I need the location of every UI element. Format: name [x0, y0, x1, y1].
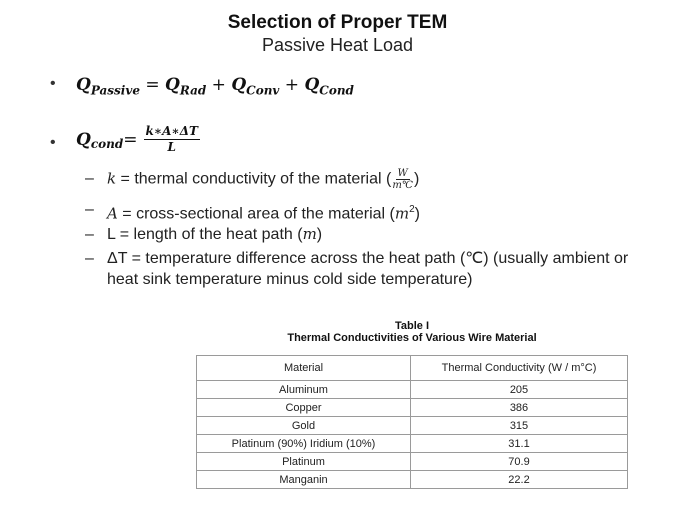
subscript-conv: Conv: [246, 83, 280, 98]
q-symbol: Q: [165, 75, 180, 95]
k-unit-denominator: m℃: [392, 180, 413, 191]
conductivity-cell: 315: [411, 417, 628, 435]
close-paren: ): [316, 226, 323, 243]
list-item-a: [85, 199, 647, 224]
k-description: = thermal conductivity of the material (: [116, 170, 392, 188]
conduction-equation: [76, 124, 200, 155]
fraction-numerator: k∗A∗ΔT: [145, 124, 198, 138]
table-row: [197, 453, 628, 471]
conductivity-cell: 22.2: [411, 471, 628, 489]
material-cell: Copper: [197, 399, 411, 417]
k-unit-fraction: [392, 168, 413, 191]
subtitle-text: Passive Heat Load: [261, 35, 414, 55]
a-symbol: A: [107, 204, 118, 223]
subscript-cond: cond: [90, 136, 124, 151]
l-description: L = length of the heat path (: [107, 226, 303, 243]
material-cell: Aluminum: [197, 381, 411, 399]
k-symbol: k: [107, 169, 117, 188]
table-caption: [196, 320, 628, 344]
subscript-passive: Passive: [90, 83, 140, 98]
slide-title: [0, 12, 675, 56]
equals-sign: =: [123, 129, 138, 150]
table-caption-subtitle: Thermal Conductivities of Various Wire Material: [287, 332, 537, 344]
column-header-conductivity: Thermal Conductivity (W / m°C): [411, 356, 628, 381]
q-symbol: Q: [76, 75, 91, 95]
dash-icon: –: [85, 201, 94, 218]
material-cell: Manganin: [197, 471, 411, 489]
column-header-material: Material: [197, 356, 411, 381]
table-header-row: [197, 356, 628, 381]
a-unit: m: [394, 204, 410, 223]
bullet-icon: •: [50, 75, 56, 92]
table-row: [197, 471, 628, 489]
list-item-k: [85, 168, 647, 191]
dash-icon: –: [85, 250, 94, 267]
equals-sign: =: [139, 75, 166, 95]
material-cell: Platinum: [197, 453, 411, 471]
conductivity-cell: 31.1: [411, 435, 628, 453]
material-cell: Gold: [197, 417, 411, 435]
list-item-delta-t: [85, 248, 647, 290]
a-unit-exponent: 2: [409, 204, 415, 215]
q-symbol: Q: [76, 129, 91, 150]
conductivity-cell: 386: [411, 399, 628, 417]
table-row: [197, 435, 628, 453]
title-text: Selection of Proper TEM: [227, 12, 448, 33]
plus-sign: +: [206, 75, 232, 95]
conductivity-table: [196, 355, 628, 489]
plus-sign: +: [279, 75, 305, 95]
table-caption-title: Table I: [394, 320, 430, 332]
a-description: = cross-sectional area of the material (: [117, 205, 395, 223]
dash-icon: –: [85, 170, 94, 187]
material-cell: Platinum (90%) Iridium (10%): [197, 435, 411, 453]
conductivity-cell: 205: [411, 381, 628, 399]
subscript-rad: Rad: [179, 83, 207, 98]
bullet-icon: •: [50, 134, 56, 151]
delta-t-description: ΔT = temperature difference across the heat path (℃) (usually ambient or heat sink temperature minus cold side temperature): [107, 250, 629, 288]
table-row: [197, 381, 628, 399]
table-row: [197, 399, 628, 417]
list-item-l: [85, 224, 647, 245]
conduction-fraction: [144, 124, 200, 155]
subscript-cond: Cond: [319, 83, 354, 98]
table-row: [197, 417, 628, 435]
q-symbol: Q: [304, 75, 320, 95]
close-paren: ): [414, 205, 420, 223]
fraction-denominator: L: [167, 140, 176, 154]
passive-heat-equation: [76, 75, 354, 97]
conductivity-cell: 70.9: [411, 453, 628, 471]
l-unit: m: [302, 225, 317, 243]
close-paren: ): [414, 170, 420, 188]
dash-icon: –: [85, 226, 94, 243]
q-symbol: Q: [231, 75, 247, 95]
k-unit-numerator: W: [397, 168, 408, 179]
